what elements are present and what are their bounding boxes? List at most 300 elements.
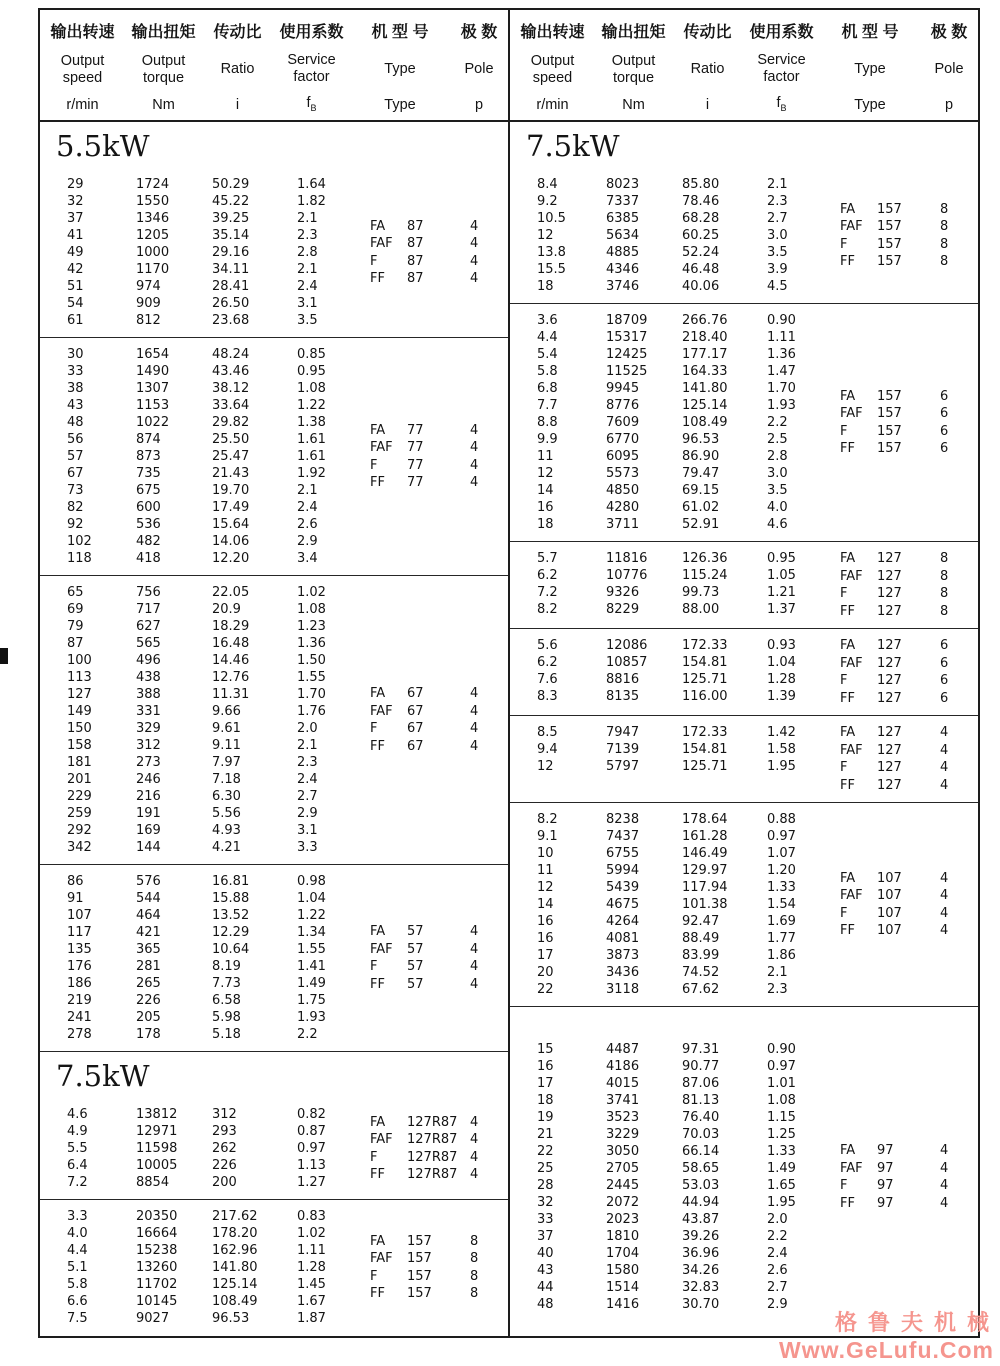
type-prefix: FF (840, 690, 855, 706)
type-size: 127 (877, 603, 902, 619)
output-torque-value: 8238 (606, 812, 640, 827)
pole-value: 8 (940, 201, 949, 217)
service-factor-value: 1.70 (767, 381, 796, 396)
service-factor-value: 0.82 (297, 1107, 326, 1122)
type-name (840, 568, 940, 586)
type-name (370, 1131, 470, 1149)
service-factor-value: 2.1 (767, 177, 788, 192)
service-factor-value: 1.05 (767, 568, 796, 583)
type-size: 157 (407, 1251, 432, 1266)
type-pole-line (370, 923, 508, 941)
ratio-value: 14.46 (212, 653, 250, 668)
type-name (370, 474, 470, 492)
spec-group (40, 865, 508, 1052)
spec-group (510, 803, 978, 1007)
table-row (537, 637, 840, 654)
output-speed-value: 5.1 (67, 1260, 88, 1275)
type-prefix: FF (840, 603, 855, 619)
output-torque-value: 4186 (606, 1059, 640, 1074)
type-pole-block (840, 637, 978, 707)
ratio-value: 4.93 (212, 823, 241, 838)
header-unit: r/min (536, 97, 569, 113)
output-speed-value: 6.6 (67, 1294, 88, 1309)
output-torque-value: 2445 (606, 1178, 640, 1193)
ratio-value: 9.61 (212, 721, 241, 736)
service-factor-value: 1.28 (767, 672, 796, 687)
type-prefix: FF (840, 777, 855, 793)
spec-rows (510, 1041, 840, 1313)
table-row (537, 654, 840, 671)
service-factor-value: 0.85 (297, 347, 326, 362)
ratio-value: 28.41 (212, 279, 250, 294)
pole-value: 4 (940, 742, 949, 758)
column-header-row (510, 10, 978, 122)
output-speed-value: 5.5 (67, 1141, 88, 1156)
ratio-value: 46.48 (682, 262, 720, 277)
output-speed-value: 12 (537, 228, 554, 243)
output-torque-value: 9027 (136, 1311, 170, 1326)
type-pole-line (370, 1149, 508, 1167)
output-speed-value: 15 (537, 1042, 554, 1057)
ratio-value: 312 (212, 1107, 237, 1122)
table-row (67, 380, 370, 397)
output-torque-value: 1724 (136, 177, 170, 192)
spec-group (40, 1200, 508, 1335)
type-pole-block (840, 312, 978, 533)
header-label-en: Ratio (220, 61, 255, 78)
ratio-value: 11.31 (212, 687, 250, 702)
output-speed-value: 278 (67, 1027, 92, 1042)
output-torque-value: 8023 (606, 177, 640, 192)
table-row (537, 550, 840, 567)
type-prefix: FF (370, 271, 385, 286)
output-speed-value: 67 (67, 466, 84, 481)
type-prefix: FA (370, 1114, 386, 1130)
header-label-cn: 使用系数 (279, 24, 344, 41)
type-pole-line (840, 759, 978, 777)
type-pole-line (370, 457, 508, 475)
pole-value: 4 (470, 941, 479, 957)
type-pole-line (370, 685, 508, 703)
ratio-value: 178.64 (682, 812, 728, 827)
output-torque-value: 438 (136, 670, 161, 685)
type-prefix: FAF (370, 440, 393, 455)
ratio-value: 38.12 (212, 381, 250, 396)
service-factor-value: 0.90 (767, 1042, 796, 1057)
output-speed-value: 259 (67, 806, 92, 821)
output-torque-value: 1170 (136, 262, 170, 277)
service-factor-value: 1.08 (297, 381, 326, 396)
type-name (370, 720, 470, 738)
output-torque-value: 10145 (136, 1294, 178, 1309)
type-name (840, 724, 940, 742)
type-prefix: F (370, 1268, 378, 1284)
output-torque-value: 8816 (606, 672, 640, 687)
service-factor-value: 2.9 (297, 534, 318, 549)
type-size: 127 (877, 638, 902, 653)
pole-value: 4 (940, 1160, 949, 1176)
output-speed-value: 73 (67, 483, 84, 498)
output-torque-value: 12971 (136, 1124, 178, 1139)
type-size: 87 (407, 236, 424, 251)
ratio-value: 30.70 (682, 1297, 720, 1312)
output-torque-value: 3746 (606, 279, 640, 294)
output-speed-value: 201 (67, 772, 92, 787)
header-col-speed (40, 10, 125, 120)
ratio-value: 101.38 (682, 897, 728, 912)
type-name (370, 270, 470, 288)
service-factor-value: 3.3 (297, 840, 318, 855)
table-row (537, 1262, 840, 1279)
pole-value: 4 (940, 923, 949, 938)
type-pole-line (840, 887, 978, 905)
output-speed-value: 12 (537, 880, 554, 895)
table-row (537, 1058, 840, 1075)
type-prefix: FA (840, 388, 856, 404)
output-speed-value: 92 (67, 517, 84, 532)
pole-value: 8 (470, 1268, 479, 1284)
service-factor-value: 1.64 (297, 177, 326, 192)
table-row (537, 811, 840, 828)
type-size: 157 (877, 219, 902, 234)
type-prefix: F (840, 586, 848, 601)
type-pole-block (370, 584, 508, 856)
output-torque-value: 464 (136, 908, 161, 923)
spec-rows (40, 873, 370, 1043)
ratio-value: 68.28 (682, 211, 720, 226)
type-pole-line (370, 235, 508, 253)
header-unit: i (705, 97, 710, 113)
output-speed-value: 6.2 (537, 568, 558, 583)
type-size: 127R87 (407, 1114, 458, 1130)
spec-rows (40, 176, 370, 329)
header-label-en: Pole (464, 61, 494, 78)
type-name (840, 887, 940, 905)
output-speed-value: 17 (537, 948, 554, 963)
type-size: 157 (407, 1268, 432, 1284)
ratio-value: 12.29 (212, 925, 250, 940)
service-factor-value: 1.38 (297, 415, 326, 430)
output-speed-value: 158 (67, 738, 92, 753)
output-speed-value: 21 (537, 1127, 554, 1142)
table-row (537, 1075, 840, 1092)
table-row (67, 686, 370, 703)
service-factor-value: 0.95 (767, 551, 796, 566)
ratio-value: 141.80 (212, 1260, 258, 1275)
header-col-ratio (202, 10, 273, 120)
table-row (67, 1208, 370, 1225)
header-col-type (350, 10, 450, 120)
header-label-en: Output torque (141, 53, 186, 86)
header-unit: Type (854, 97, 886, 113)
type-prefix: F (840, 905, 848, 921)
output-torque-value: 12086 (606, 638, 648, 653)
service-factor-value: 4.0 (767, 500, 788, 515)
table-row (67, 1225, 370, 1242)
table-row (67, 414, 370, 431)
output-torque-value: 6755 (606, 846, 640, 861)
type-name (370, 941, 470, 959)
type-pole-line (840, 218, 978, 236)
ratio-value: 17.49 (212, 500, 250, 515)
header-label-cn: 极 数 (930, 24, 968, 41)
ratio-value: 200 (212, 1175, 237, 1190)
output-speed-value: 176 (67, 959, 92, 974)
table-row (67, 1174, 370, 1191)
output-speed-value: 3.3 (67, 1209, 88, 1224)
table-row (537, 930, 840, 947)
header-label-en: Output torque (611, 53, 656, 86)
pole-value: 6 (940, 388, 949, 404)
output-speed-value: 79 (67, 619, 84, 634)
spec-rows (510, 312, 840, 533)
header-label-cn: 输出转速 (50, 24, 115, 41)
output-torque-value: 6095 (606, 449, 640, 464)
table-row (537, 896, 840, 913)
type-pole-line (840, 405, 978, 423)
table-row (537, 879, 840, 896)
type-prefix: FF (370, 738, 385, 754)
output-torque-value: 7437 (606, 829, 640, 844)
output-torque-value: 1580 (606, 1263, 640, 1278)
table-row (537, 845, 840, 862)
service-factor-value: 2.2 (767, 415, 788, 430)
table-row (537, 741, 840, 758)
output-speed-value: 5.6 (537, 638, 558, 653)
service-factor-value: 1.01 (767, 1076, 796, 1091)
pole-value: 6 (940, 655, 949, 671)
output-speed-value: 28 (537, 1178, 554, 1193)
service-factor-value: 3.5 (767, 483, 788, 498)
output-torque-value: 5797 (606, 759, 640, 774)
service-factor-value: 1.50 (297, 653, 326, 668)
output-torque-value: 1022 (136, 415, 170, 430)
output-speed-value: 14 (537, 483, 554, 498)
output-speed-value: 11 (537, 449, 554, 464)
spec-rows (40, 1208, 370, 1327)
pole-value: 4 (470, 440, 479, 455)
table-row (67, 346, 370, 363)
type-name (840, 672, 940, 690)
spec-group (40, 168, 508, 338)
type-name (840, 585, 940, 603)
table-row (537, 431, 840, 448)
service-factor-value: 2.4 (767, 1246, 788, 1261)
header-label-cn: 使用系数 (749, 24, 814, 41)
spec-rows (510, 724, 840, 794)
type-pole-line (840, 201, 978, 219)
ratio-value: 44.94 (682, 1195, 720, 1210)
type-pole-block (370, 176, 508, 329)
table-row (537, 981, 840, 998)
type-name (840, 905, 940, 923)
service-factor-value: 1.37 (767, 602, 796, 617)
spec-rows (510, 176, 840, 295)
ratio-value: 21.43 (212, 466, 250, 481)
table-row (67, 499, 370, 516)
pole-value: 4 (470, 253, 479, 269)
type-prefix: F (840, 673, 848, 688)
pole-value: 8 (940, 586, 949, 601)
output-speed-value: 8.2 (537, 602, 558, 617)
output-speed-value: 51 (67, 279, 84, 294)
output-speed-value: 9.9 (537, 432, 558, 447)
ratio-value: 99.73 (682, 585, 720, 600)
ratio-value: 9.66 (212, 704, 241, 719)
type-name (840, 440, 940, 458)
type-size: 97 (877, 1160, 894, 1176)
type-name (840, 550, 940, 568)
output-speed-value: 48 (537, 1297, 554, 1312)
table-row (67, 822, 370, 839)
power-rating-heading: 7.5kW (56, 1059, 150, 1093)
output-speed-value: 4.4 (537, 330, 558, 345)
output-torque-value: 2072 (606, 1195, 640, 1210)
table-row (67, 1106, 370, 1123)
service-factor-value: 2.8 (297, 245, 318, 260)
table-row (67, 975, 370, 992)
type-size: 67 (407, 738, 424, 754)
table-row (67, 193, 370, 210)
ratio-value: 5.18 (212, 1027, 241, 1042)
type-name (370, 703, 470, 721)
type-prefix: F (370, 721, 378, 736)
service-factor-value: 1.15 (767, 1110, 796, 1125)
type-name (370, 923, 470, 941)
ratio-value: 90.77 (682, 1059, 720, 1074)
pole-value: 6 (940, 423, 949, 439)
type-size: 157 (877, 388, 902, 404)
table-row (67, 1009, 370, 1026)
service-factor-value: 2.7 (767, 211, 788, 226)
type-name (370, 738, 470, 756)
type-pole-block (840, 1041, 978, 1313)
type-pole-line (370, 439, 508, 457)
service-factor-value: 2.0 (297, 721, 318, 736)
type-name (370, 235, 470, 253)
ratio-value: 39.25 (212, 211, 250, 226)
type-name (370, 685, 470, 703)
type-name (840, 201, 940, 219)
output-torque-value: 312 (136, 738, 161, 753)
ratio-value: 96.53 (212, 1311, 250, 1326)
output-speed-value: 57 (67, 449, 84, 464)
type-pole-line (370, 474, 508, 492)
table-row (67, 363, 370, 380)
table-row (537, 516, 840, 533)
type-pole-line (840, 423, 978, 441)
service-factor-value: 2.1 (297, 211, 318, 226)
pole-value: 4 (470, 1114, 479, 1130)
service-factor-value: 2.6 (297, 517, 318, 532)
output-speed-value: 117 (67, 925, 92, 940)
type-size: 107 (877, 888, 902, 903)
output-speed-value: 6.2 (537, 655, 558, 670)
type-size: 157 (877, 254, 902, 269)
spec-group (40, 576, 508, 865)
output-speed-value: 135 (67, 942, 92, 957)
header-unit: i (235, 97, 240, 113)
table-row (67, 448, 370, 465)
output-torque-value: 4015 (606, 1076, 640, 1091)
table-row (537, 567, 840, 584)
type-name (370, 1166, 470, 1184)
ratio-value: 4.21 (212, 840, 241, 855)
table-row (67, 873, 370, 890)
table-row (67, 397, 370, 414)
service-factor-value: 1.55 (297, 670, 326, 685)
type-name (370, 976, 470, 994)
service-factor-value: 3.0 (767, 466, 788, 481)
ratio-value: 87.06 (682, 1076, 720, 1091)
table-row (67, 1293, 370, 1310)
service-factor-value: 1.04 (767, 655, 796, 670)
type-pole-line (370, 1285, 508, 1303)
table-row (537, 947, 840, 964)
type-size: 97 (877, 1178, 894, 1193)
pole-value: 4 (470, 686, 479, 701)
service-factor-value: 2.4 (297, 279, 318, 294)
table-row (67, 788, 370, 805)
ratio-value: 13.52 (212, 908, 250, 923)
output-speed-value: 4.4 (67, 1243, 88, 1258)
service-factor-value: 0.95 (297, 364, 326, 379)
output-torque-value: 6385 (606, 211, 640, 226)
pole-value: 4 (470, 976, 479, 992)
output-torque-value: 1153 (136, 398, 170, 413)
output-speed-value: 186 (67, 976, 92, 991)
table-row (67, 584, 370, 601)
header-label-cn: 输出扭矩 (131, 24, 196, 41)
type-name (840, 405, 940, 423)
pole-value: 4 (940, 725, 949, 740)
output-torque-value: 874 (136, 432, 161, 447)
service-factor-value: 0.87 (297, 1124, 326, 1139)
header-label-en: Pole (934, 61, 964, 78)
header-label-en: Output speed (530, 53, 575, 86)
output-speed-value: 40 (537, 1246, 554, 1261)
type-name (370, 1233, 470, 1251)
ratio-value: 164.33 (682, 364, 728, 379)
table-row (537, 601, 840, 618)
ratio-value: 108.49 (212, 1294, 258, 1309)
service-factor-value: 1.27 (297, 1175, 326, 1190)
service-factor-value: 2.5 (767, 432, 788, 447)
output-torque-value: 6770 (606, 432, 640, 447)
service-factor-value: 1.95 (767, 1195, 796, 1210)
ratio-value: 29.16 (212, 245, 250, 260)
table-row (537, 1279, 840, 1296)
header-col-factor (743, 10, 820, 120)
ratio-value: 81.13 (682, 1093, 720, 1108)
table-row (67, 1026, 370, 1043)
output-torque-value: 5439 (606, 880, 640, 895)
service-factor-value: 1.23 (297, 619, 326, 634)
ratio-value: 9.11 (212, 738, 241, 753)
type-prefix: FA (370, 924, 386, 939)
ratio-value: 36.96 (682, 1246, 720, 1261)
type-size: 157 (407, 1286, 432, 1301)
output-torque-value: 1490 (136, 364, 170, 379)
pole-value: 4 (470, 721, 479, 736)
output-speed-value: 16 (537, 500, 554, 515)
table-row (537, 1228, 840, 1245)
type-pole-line (840, 253, 978, 271)
table-row (67, 703, 370, 720)
type-pole-line (840, 585, 978, 603)
type-pole-line (840, 870, 978, 888)
type-pole-line (370, 720, 508, 738)
